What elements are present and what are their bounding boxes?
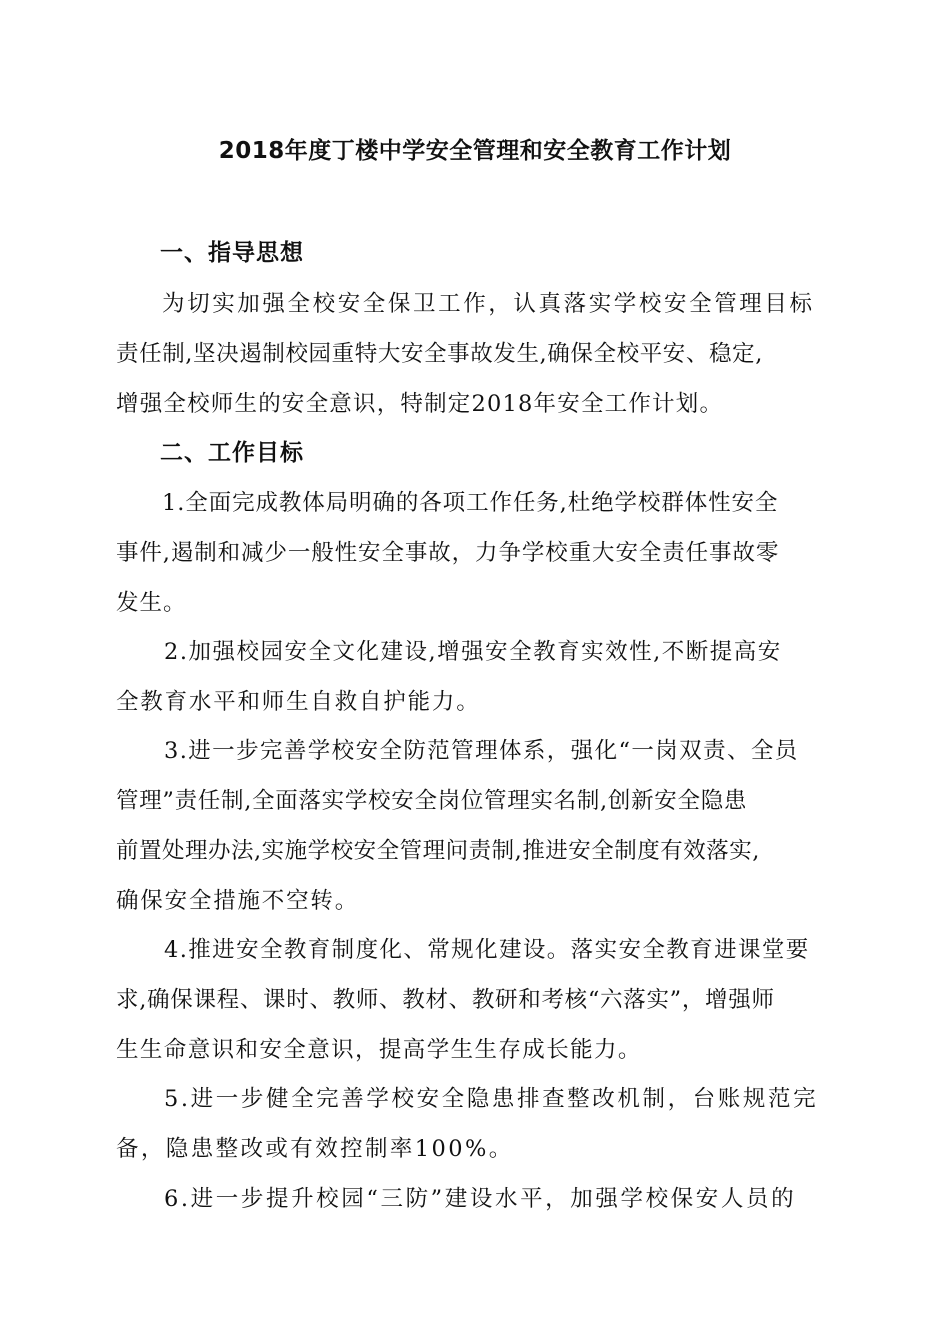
list-item-line: 3.进一步完善学校安全防范管理体系，强化“一岗双责、全员 bbox=[164, 738, 799, 764]
list-item-line: 5.进一步健全完善学校安全隐患排查整改机制，台账规范完 bbox=[164, 1086, 819, 1112]
section-heading-guiding-ideology: 一、指导思想 bbox=[160, 240, 304, 266]
list-item-line: 生生命意识和安全意识，提高学生生存成长能力。 bbox=[116, 1037, 642, 1063]
list-item-line: 前置处理办法,实施学校安全管理问责制,推进安全制度有效落实, bbox=[116, 838, 760, 864]
list-item-line: 全教育水平和师生自救自护能力。 bbox=[116, 689, 481, 715]
list-item-line: 备，隐患整改或有效控制率100%。 bbox=[116, 1136, 514, 1162]
list-item-line: 事件,遏制和减少一般性安全事故，力争学校重大安全责任事故零 bbox=[116, 540, 780, 566]
paragraph-line: 增强全校师生的安全意识，特制定2018年安全工作计划。 bbox=[116, 391, 724, 417]
document-title: 2018年度丁楼中学安全管理和安全教育工作计划 bbox=[218, 138, 732, 164]
list-item-line: 1.全面完成教体局明确的各项工作任务,杜绝学校群体性安全 bbox=[162, 490, 779, 516]
section-heading-work-goals: 二、工作目标 bbox=[160, 440, 304, 466]
paragraph-line: 责任制,坚决遏制校园重特大安全事故发生,确保全校平安、稳定, bbox=[116, 341, 763, 367]
list-item-line: 求,确保课程、课时、教师、教材、教研和考核“六落实”，增强师 bbox=[116, 987, 775, 1013]
paragraph-line: 为切实加强全校安全保卫工作，认真落实学校安全管理目标 bbox=[162, 291, 815, 317]
list-item-line: 发生。 bbox=[116, 590, 187, 616]
list-item-line: 4.推进安全教育制度化、常规化建设。落实安全教育进课堂要 bbox=[164, 937, 810, 963]
list-item-line: 6.进一步提升校园“三防”建设水平，加强学校保安人员的 bbox=[164, 1186, 797, 1212]
list-item-line: 2.加强校园安全文化建设,增强安全教育实效性,不断提高安 bbox=[164, 639, 782, 665]
list-item-line: 确保安全措施不空转。 bbox=[116, 888, 360, 914]
list-item-line: 管理”责任制,全面落实学校安全岗位管理实名制,创新安全隐患 bbox=[116, 788, 748, 814]
